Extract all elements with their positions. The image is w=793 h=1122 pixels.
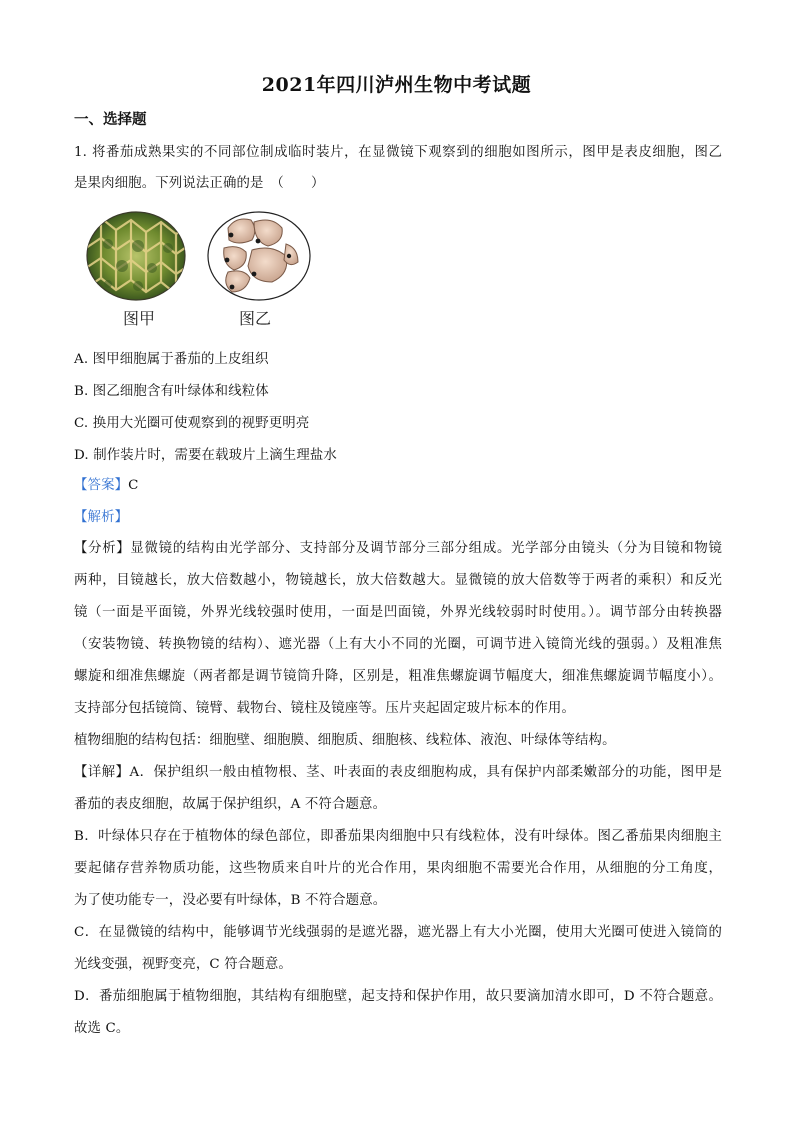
fenxi-tag: 【分析】 [74, 541, 131, 556]
xiangjie-line-6: C．在显微镜的结构中，能够调节光线强弱的是遮光器，遮光器上有大小光圈，使用大光圈可使进入镜筒的 [74, 925, 722, 940]
option-d: D. 制作装片时，需要在载玻片上滴生理盐水 [74, 448, 337, 463]
figure-jia-caption: 图甲 [123, 309, 156, 328]
answer-tag: 【答案】 [74, 478, 129, 493]
cell-micrographs [86, 208, 326, 334]
question-stem-line-2: 是果肉细胞。下列说法正确的是 （ ） [74, 176, 325, 191]
fenxi-line-3: 镜（一面是平面镜，外界光线较强时使用，一面是凹面镜，外界光线较弱时时使用。）。调节部分由转换器 [74, 605, 722, 620]
question-stem-line-1: 1. 将番茄成熟果实的不同部位制成临时装片，在显微镜下观察到的细胞如图所示，图甲是表皮细胞，图乙 [74, 145, 722, 160]
analysis-tag: 【解析】 [74, 510, 129, 525]
figure-yi-image [208, 212, 310, 300]
fenxi-line-6: 支持部分包括镜筒、镜臂、载物台、镜柱及镜座等。压片夹起固定玻片标本的作用。 [74, 701, 576, 716]
fenxi-line-1 [74, 537, 722, 556]
xiangjie-line-7: 光线变强，视野变亮，C 符合题意。 [74, 957, 292, 972]
figure-yi-caption: 图乙 [239, 309, 272, 328]
xiangjie-line-9: 故选 C。 [74, 1021, 130, 1036]
xiangjie-line-2: 番茄的表皮细胞，故属于保护组织，A 不符合题意。 [74, 797, 387, 812]
option-c: C. 换用大光圈可使观察到的视野更明亮 [74, 416, 310, 431]
fenxi-line-5: 螺旋和细准焦螺旋（两者都是调节镜筒升降，区别是，粗准焦螺旋调节幅度大，细准焦螺旋调节幅度小）。 [74, 669, 722, 684]
xiangjie-line-5: 为了使功能专一，没必要有叶绿体，B 不符合题意。 [74, 893, 387, 908]
fenxi-text-1: 显微镜的结构由光学部分、支持部分及调节部分三部分组成。光学部分由镜头（分为目镜和物镜 [130, 541, 723, 556]
fenxi-line-7: 植物细胞的结构包括：细胞壁、细胞膜、细胞质、细胞核、线粒体、液泡、叶绿体等结构。 [74, 733, 616, 748]
section-heading: 一、选择题 [74, 111, 147, 128]
answer-line [74, 474, 722, 493]
xiangjie-text-1: A．保护组织一般由植物根、茎、叶表面的表皮细胞构成，具有保护内部柔嫩部分的功能，图甲是 [129, 765, 722, 780]
fenxi-line-2: 两种，目镜越长，放大倍数越小，物镜越长，放大倍数越大。显微镜的放大倍数等于两者的乘积）和反光 [74, 573, 722, 588]
analysis-heading [74, 506, 722, 525]
xiangjie-line-3: B．叶绿体只存在于植物体的绿色部位，即番茄果肉细胞中只有线粒体，没有叶绿体。图乙番茄果肉细胞主 [74, 829, 722, 844]
xiangjie-line-4: 要起储存营养物质功能，这些物质来自叶片的光合作用，果肉细胞不需要光合作用，从细胞的分工角度， [74, 861, 722, 876]
option-b: B. 图乙细胞含有叶绿体和线粒体 [74, 384, 269, 399]
xiangjie-line-1 [74, 761, 722, 780]
xiangjie-tag: 【详解】 [74, 765, 130, 780]
answer-value: C [128, 478, 139, 493]
fenxi-line-4: （安装物镜、转换物镜的结构）、遮光器（上有大小不同的光圈，可调节进入镜筒光线的强弱。）及粗准焦 [74, 637, 722, 652]
option-a: A. 图甲细胞属于番茄的上皮组织 [74, 352, 269, 367]
xiangjie-line-8: D．番茄细胞属于植物细胞，其结构有细胞壁，起支持和保护作用，故只要滴加清水即可，D 不符合题意。 [74, 989, 722, 1004]
page-title: 2021年四川泸州生物中考试题 [261, 74, 532, 96]
figure-jia-image [86, 212, 191, 300]
question-figures [86, 208, 326, 334]
